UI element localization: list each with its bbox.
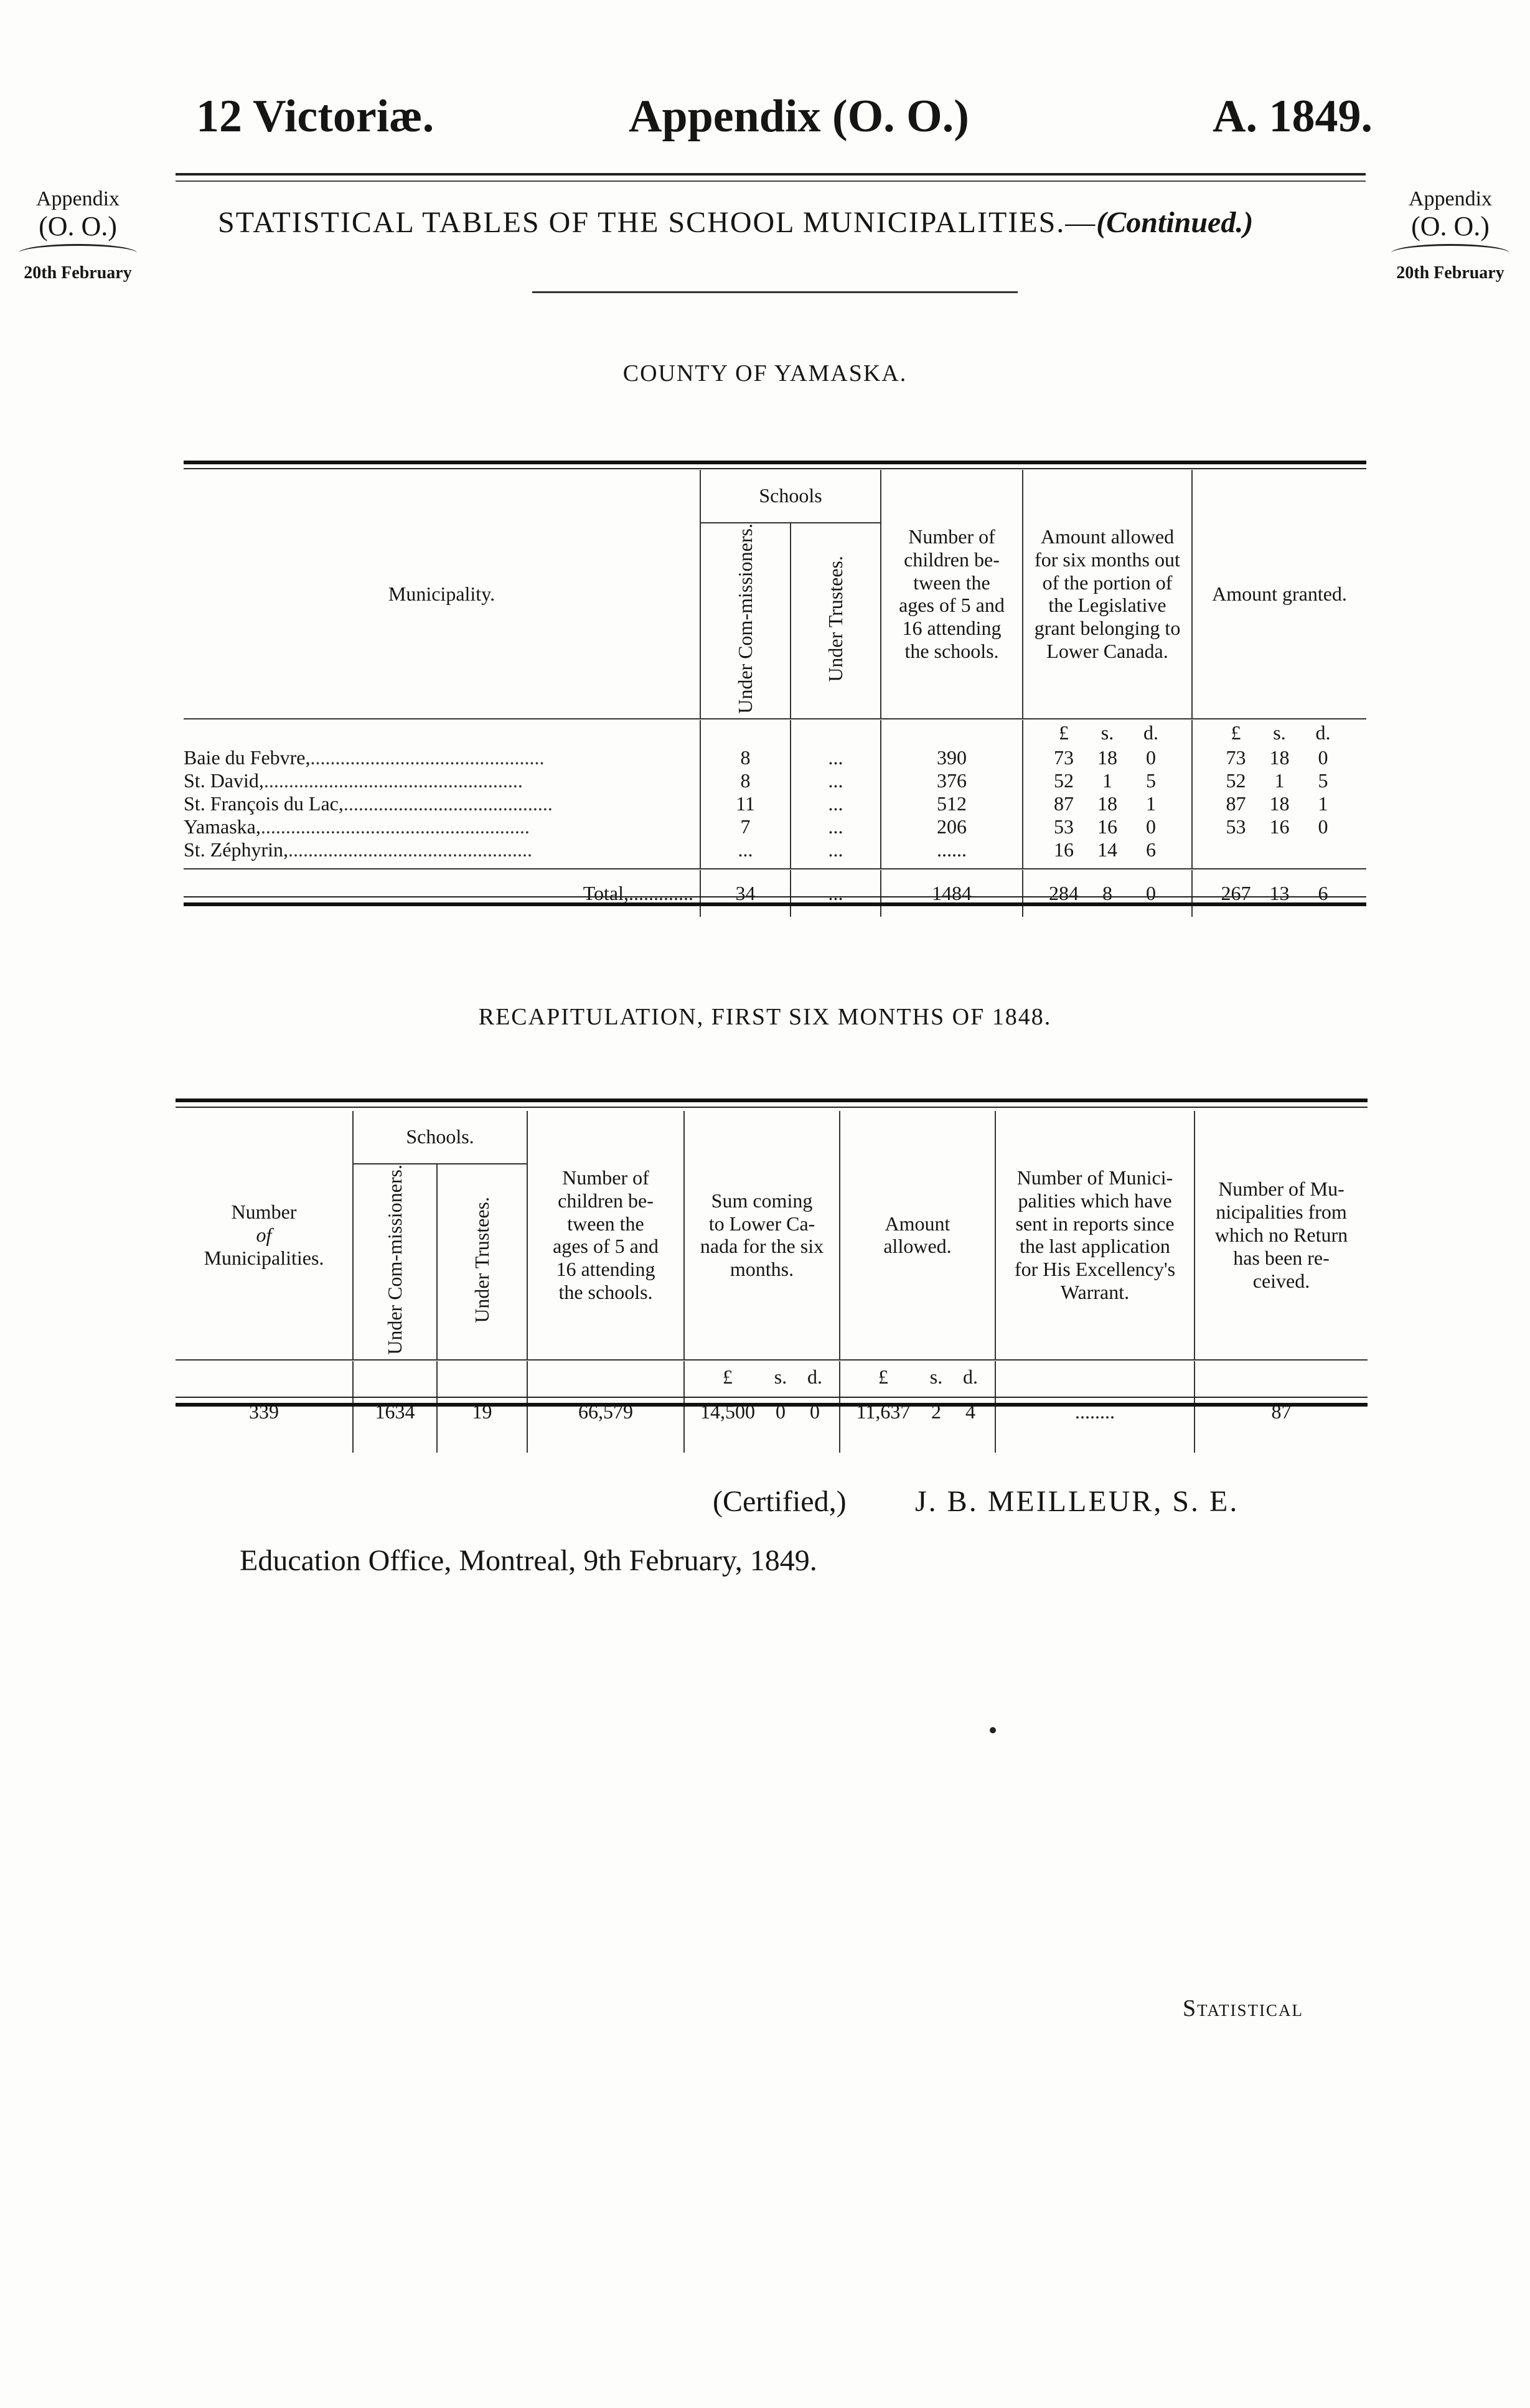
recap-header-under-trustees-text: Under Trustees. — [470, 1196, 493, 1323]
municipality-name: St. Zéphyrin, — [184, 838, 288, 861]
currency-shillings: s. — [1101, 721, 1114, 744]
recap-header-schools-text: Schools. — [406, 1125, 474, 1148]
margin-brace — [1391, 244, 1509, 262]
currency-row-allowed — [1023, 720, 1192, 746]
recap-header-sent-reports — [995, 1111, 1194, 1360]
allowed-pounds: 73 — [1054, 746, 1074, 769]
allowed-pounds: 16 — [1054, 838, 1074, 861]
county-table — [184, 470, 1366, 917]
total-allowed-pounds: 284 — [1049, 881, 1079, 904]
granted-cell — [1192, 838, 1366, 861]
header-line: Amount allowed — [1040, 525, 1175, 548]
certified-label: (Certified,) — [713, 1485, 847, 1518]
header-line: the Legislative — [1048, 594, 1166, 617]
header-line: Lower Canada. — [1046, 640, 1168, 663]
municipality-cell — [184, 746, 700, 769]
header-line: tween the — [567, 1212, 644, 1235]
allowed-shillings: 14 — [1097, 838, 1117, 861]
header-rule — [176, 173, 1366, 176]
recap-bottom-rule-thin — [176, 1397, 1368, 1398]
total-trustees: ... — [791, 870, 881, 917]
recap-table — [176, 1111, 1368, 1453]
recap-sent-reports: ........ — [995, 1394, 1194, 1431]
municipality-name: Yamaska, — [184, 815, 261, 838]
recap-header-under-commissioners-text: Under Com-missioners. — [383, 1164, 406, 1355]
currency-pence: d. — [1315, 721, 1331, 744]
children-cell: ...... — [881, 838, 1023, 861]
signature: J. B. MEILLEUR, S. E. — [915, 1485, 1239, 1518]
children-cell: 376 — [881, 769, 1023, 792]
margin-appendix-label: Appendix — [35, 187, 120, 210]
total-allowed-shillings: 8 — [1102, 881, 1112, 904]
currency-pence: d. — [963, 1366, 978, 1389]
header-amount-granted — [1192, 470, 1366, 719]
total-label-text: Total, — [583, 881, 629, 904]
granted-shillings: 1 — [1274, 769, 1285, 792]
leader-dots: ................................................. — [288, 838, 532, 861]
trustees-cell: ... — [791, 815, 881, 838]
total-row — [184, 870, 1366, 917]
currency-shillings: s. — [929, 1366, 943, 1389]
total-granted-pounds: 267 — [1221, 881, 1251, 904]
total-label: Total,............. — [583, 881, 693, 904]
municipality-cell — [184, 769, 700, 792]
table-top-rule — [184, 461, 1366, 464]
allowed-shillings: 18 — [1097, 746, 1117, 769]
continued-label: (Continued.) — [1096, 206, 1254, 239]
header-line: 16 attending — [902, 617, 1002, 640]
municipality-cell — [184, 815, 700, 838]
total-granted-pence: 6 — [1318, 881, 1328, 904]
total-granted — [1192, 870, 1366, 917]
allowed-pence: 6 — [1146, 838, 1156, 861]
total-granted-shillings: 13 — [1269, 881, 1290, 904]
header-line: ages of 5 and — [899, 594, 1005, 617]
header-line: Number of — [562, 1166, 649, 1189]
currency-shillings: s. — [1273, 721, 1286, 744]
table-bottom-rule-thin — [184, 896, 1366, 897]
granted-pence: 0 — [1318, 815, 1328, 838]
leader-dots: ...................................................... — [260, 815, 530, 838]
recap-bottom-rule — [176, 1403, 1368, 1407]
granted-pence: 1 — [1318, 792, 1328, 815]
header-line: nicipalities from — [1216, 1201, 1347, 1224]
header-line: palities which have — [1018, 1189, 1172, 1212]
header-line: Number of Mu- — [1218, 1178, 1345, 1201]
title-divider — [532, 291, 1018, 293]
recap-header-municipalities — [176, 1111, 353, 1360]
header-line: allowed. — [883, 1235, 952, 1258]
currency-row-granted — [1192, 720, 1366, 746]
granted-cell — [1192, 792, 1366, 815]
recap-header-no-return — [1194, 1111, 1368, 1360]
header-line: children be- — [904, 548, 1000, 571]
currency-spacer — [184, 720, 700, 746]
leader-dots: ............................................... — [310, 746, 545, 769]
commissioners-cell: ... — [700, 838, 791, 861]
header-line: for His Excellency's — [1014, 1258, 1176, 1281]
header-line: children be- — [558, 1189, 654, 1212]
recap-children: 66,579 — [527, 1394, 684, 1431]
total-allowed — [1023, 870, 1192, 917]
trustees-cell: ... — [791, 769, 881, 792]
allowed-pounds: 52 — [1054, 769, 1074, 792]
allowed-pounds: 87 — [1054, 792, 1074, 815]
margin-brace — [19, 244, 137, 262]
sum-shillings: 0 — [776, 1400, 786, 1423]
header-under-trustees-text: Under Trustees. — [824, 555, 847, 682]
header-line: months. — [730, 1258, 794, 1281]
recap-currency-sum — [684, 1361, 840, 1394]
header-line: the last application — [1020, 1235, 1170, 1258]
header-granted-text: Amount granted. — [1212, 582, 1347, 605]
municipality-name: St. David, — [184, 769, 264, 792]
granted-cell — [1192, 746, 1366, 769]
commissioners-cell: 11 — [700, 792, 791, 815]
recap-no-return: 87 — [1194, 1394, 1368, 1431]
allowed-pence: 5 — [1146, 769, 1156, 792]
recap-row — [176, 1394, 1368, 1431]
allowed-shillings: 18 — [1097, 792, 1117, 815]
granted-pounds: 87 — [1226, 792, 1246, 815]
header-line: tween the — [913, 571, 990, 594]
leader-dots: .......................................... — [343, 792, 553, 815]
header-line: Warrant. — [1060, 1281, 1130, 1304]
currency-pounds: £ — [1231, 721, 1241, 744]
currency-shillings: s. — [774, 1366, 787, 1389]
recap-municipalities: 339 — [249, 1400, 279, 1423]
header-line: the schools. — [904, 640, 999, 663]
allowed-cell — [1023, 746, 1192, 769]
catchword: Statistical — [1183, 1995, 1303, 2022]
trustees-cell: ... — [791, 746, 881, 769]
margin-appendix-label: Appendix — [1408, 187, 1493, 210]
total-children: 1484 — [881, 870, 1023, 917]
header-line: grant belonging to — [1034, 617, 1181, 640]
recap-allowed — [840, 1394, 995, 1431]
sum-pence: 0 — [810, 1400, 820, 1423]
allowed-pounds: 53 — [1054, 815, 1074, 838]
recap-currency-allowed — [840, 1361, 995, 1394]
table-row — [184, 815, 1366, 838]
commissioners-cell: 7 — [700, 815, 791, 838]
header-schools — [700, 470, 881, 523]
municipality-cell — [184, 792, 700, 815]
allowed-pounds: 11,637 — [856, 1400, 911, 1423]
recap-header-schools — [353, 1111, 527, 1164]
granted-pounds: 52 — [1226, 769, 1246, 792]
header-children — [881, 470, 1023, 719]
running-head-session: 12 Victoriæ. — [196, 91, 434, 142]
header-line: Sum coming — [711, 1189, 813, 1212]
table-top-rule-thin — [184, 468, 1366, 469]
header-rule-thin — [176, 180, 1366, 182]
granted-shillings: 18 — [1269, 746, 1290, 769]
recap-sum-coming — [684, 1394, 840, 1431]
header-schools-text: Schools — [759, 484, 822, 507]
header-line: Number of Munici- — [1016, 1166, 1173, 1189]
commissioners-cell: 8 — [700, 746, 791, 769]
allowed-cell — [1023, 815, 1192, 838]
page-title-text: STATISTICAL TABLES OF THE SCHOOL MUNICIPALITIES.— — [218, 206, 1097, 239]
table-row — [184, 769, 1366, 792]
currency-pence: d. — [1143, 721, 1158, 744]
commissioners-cell: 8 — [700, 769, 791, 792]
granted-shillings: 16 — [1269, 815, 1290, 838]
header-under-commissioners — [700, 523, 791, 719]
granted-pence: 5 — [1318, 769, 1328, 792]
header-line: Amount — [885, 1212, 950, 1235]
header-line: of — [256, 1224, 272, 1247]
header-municipality — [184, 470, 700, 719]
allowed-shillings: 2 — [931, 1400, 941, 1423]
sum-pounds: 14,500 — [700, 1400, 755, 1423]
county-heading: COUNTY OF YAMASKA. — [622, 360, 908, 386]
header-amount-allowed — [1023, 470, 1192, 719]
trustees-cell: ... — [791, 792, 881, 815]
municipality-cell — [184, 838, 700, 861]
margin-date: 20th February — [24, 263, 132, 283]
municipality-name: Baie du Febvre, — [184, 746, 311, 769]
currency-pounds: £ — [723, 1366, 733, 1389]
children-cell: 390 — [881, 746, 1023, 769]
granted-cell — [1192, 769, 1366, 792]
header-line: of the portion of — [1042, 571, 1173, 594]
children-cell: 512 — [881, 792, 1023, 815]
recap-header-under-commissioners — [353, 1164, 437, 1360]
granted-shillings: 18 — [1269, 792, 1290, 815]
header-line: 16 attending — [556, 1258, 655, 1281]
page-title — [218, 205, 1253, 240]
margin-appendix-code: (O. O.) — [1411, 211, 1490, 242]
recap-commissioners: 1634 — [353, 1394, 437, 1431]
header-line: Municipalities. — [204, 1246, 324, 1269]
header-under-commissioners-text: Under Com-missioners. — [733, 523, 756, 714]
header-line: nada for the six — [700, 1235, 824, 1258]
total-commissioners: 34 — [700, 870, 791, 917]
office-dateline: Education Office, Montreal, 9th February, 1849. — [240, 1544, 817, 1577]
table-row — [184, 792, 1366, 815]
margin-note-left — [0, 187, 159, 283]
header-line: for six months out — [1035, 548, 1180, 571]
currency-pence: d. — [807, 1366, 822, 1389]
header-line: Number of — [908, 525, 995, 548]
allowed-shillings: 16 — [1097, 815, 1117, 838]
header-line: sent in reports since — [1015, 1212, 1175, 1235]
running-head-year: A. 1849. — [1213, 91, 1373, 142]
recap-top-rule — [176, 1099, 1368, 1102]
allowed-pence: 1 — [1146, 792, 1156, 815]
header-line: ceived. — [1252, 1269, 1310, 1292]
granted-cell — [1192, 815, 1366, 838]
ink-spot — [990, 1727, 996, 1733]
total-allowed-pence: 0 — [1146, 881, 1156, 904]
header-line: the schools. — [558, 1281, 653, 1304]
recap-header-children — [527, 1111, 684, 1360]
municipality-name: St. François du Lac, — [184, 792, 344, 815]
leader-dots: .................................................... — [263, 769, 523, 792]
margin-date: 20th February — [1396, 263, 1504, 283]
allowed-cell — [1023, 792, 1192, 815]
granted-pounds: 53 — [1226, 815, 1246, 838]
granted-pence: 0 — [1318, 746, 1328, 769]
recap-heading: RECAPITULATION, FIRST SIX MONTHS OF 1848. — [478, 1004, 1052, 1030]
currency-pounds: £ — [1059, 721, 1069, 744]
trustees-cell: ... — [791, 838, 881, 861]
header-line: has been re- — [1233, 1246, 1330, 1269]
header-line: which no Return — [1214, 1224, 1348, 1247]
recap-top-rule-thin — [176, 1107, 1368, 1108]
recap-header-allowed — [840, 1111, 995, 1360]
currency-pounds: £ — [878, 1366, 888, 1389]
granted-pounds: 73 — [1226, 746, 1246, 769]
recap-header-sum-coming — [684, 1111, 840, 1360]
allowed-cell — [1023, 769, 1192, 792]
recap-header-under-trustees — [437, 1164, 527, 1360]
children-cell: 206 — [881, 815, 1023, 838]
header-under-trustees — [791, 523, 881, 719]
table-row — [184, 746, 1366, 769]
allowed-pence: 0 — [1146, 746, 1156, 769]
running-head-appendix: Appendix (O. O.) — [629, 91, 969, 142]
margin-appendix-code: (O. O.) — [39, 211, 117, 242]
allowed-cell — [1023, 838, 1192, 861]
header-line: to Lower Ca- — [708, 1212, 815, 1235]
header-municipality-text: Municipality. — [388, 582, 495, 605]
header-line: ages of 5 and — [553, 1235, 659, 1258]
allowed-shillings: 1 — [1102, 769, 1112, 792]
allowed-pence: 0 — [1146, 815, 1156, 838]
table-bottom-rule — [184, 902, 1366, 906]
allowed-pence: 4 — [965, 1400, 975, 1423]
recap-trustees: 19 — [437, 1394, 527, 1431]
table-row — [184, 838, 1366, 861]
header-line: Number — [231, 1201, 297, 1224]
margin-note-right — [1369, 187, 1530, 283]
